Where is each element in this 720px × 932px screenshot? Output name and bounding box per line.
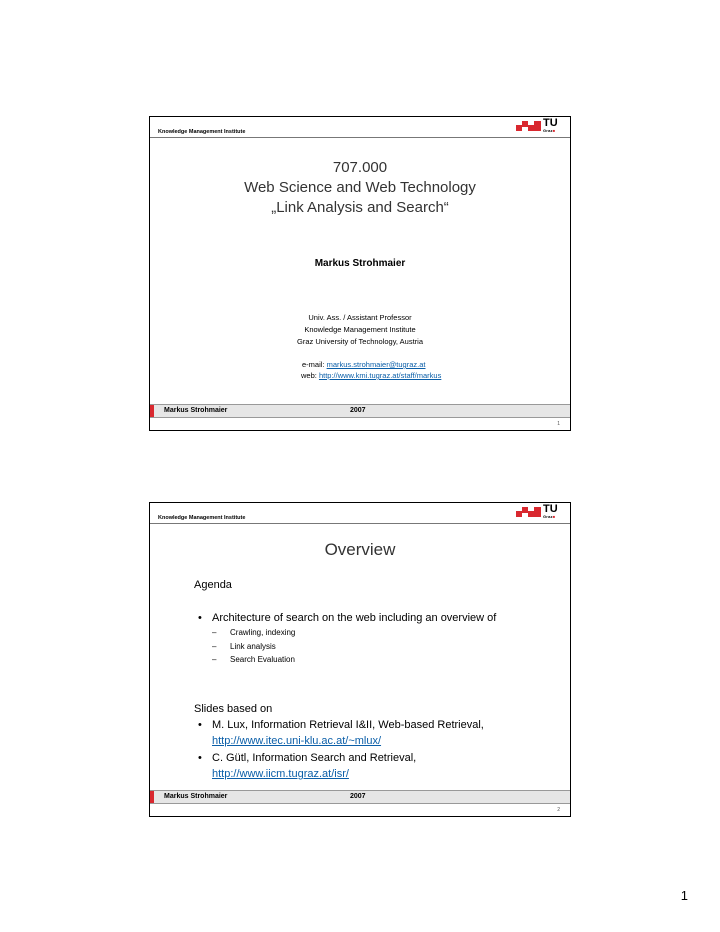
header-divider: [150, 137, 570, 138]
course-number: 707.000: [332, 159, 388, 176]
page-number: 1: [680, 888, 688, 903]
web-line: web: http://www.kmi.tugraz.at/staff/markus: [301, 371, 442, 380]
footer-year: 2007: [350, 793, 366, 800]
tu-graz-logo: TU Graz■: [516, 505, 562, 521]
slide-number: 2: [557, 807, 560, 813]
agenda-label: Agenda: [194, 579, 232, 591]
header-divider: [150, 523, 570, 524]
slide-1: [149, 116, 571, 431]
reference-guetl-link[interactable]: http://www.iicm.tugraz.at/isr/: [212, 768, 349, 780]
slide-footer: [150, 404, 570, 418]
lecture-subtitle: „Link Analysis and Search“: [271, 199, 449, 216]
presenter-name: Markus Strohmaier: [314, 258, 406, 269]
footer-author: Markus Strohmaier: [164, 793, 228, 800]
email-link[interactable]: markus.strohmaier@tugraz.at: [326, 360, 426, 369]
slides-based-on: Slides based on: [194, 703, 273, 715]
slide-2: Knowledge Management Institute TU Graz■ Overview Agenda • Architecture of search on the web including an overview of – Crawling, indexing – Link analysis – Search Evaluation Slides based on • M. Lux, Information Retrieval I&II, Web-based Retrieval, http://www.itec.uni-klu.ac.at/~mlux/ • C. Gütl, Information Search and Retrieval, http://www.iicm.tugraz.at/isr/ Markus Strohmaier 2007 2: [149, 502, 571, 817]
tu-graz-logo: TU Graz■: [516, 119, 562, 135]
institute-header: Knowledge Management Institute: [158, 515, 246, 521]
email-line: e-mail: markus.strohmaier@tugraz.at: [302, 360, 426, 369]
course-title: Web Science and Web Technology: [244, 179, 476, 196]
presenter-university: Graz University of Technology, Austria: [296, 337, 424, 346]
institute-header: Knowledge Management Institute: [158, 129, 246, 135]
presenter-institute: Knowledge Management Institute: [304, 325, 416, 334]
footer-author: Markus Strohmaier: [164, 407, 228, 414]
slide-number: 1: [557, 421, 560, 427]
overview-title: Overview: [324, 540, 396, 559]
web-link[interactable]: http://www.kmi.tugraz.at/staff/markus: [318, 371, 442, 380]
slide-footer: [150, 790, 570, 804]
footer-year: 2007: [350, 407, 366, 414]
reference-lux-link[interactable]: http://www.itec.uni-klu.ac.at/~mlux/: [212, 735, 382, 747]
presenter-position: Univ. Ass. / Assistant Professor: [308, 313, 412, 322]
